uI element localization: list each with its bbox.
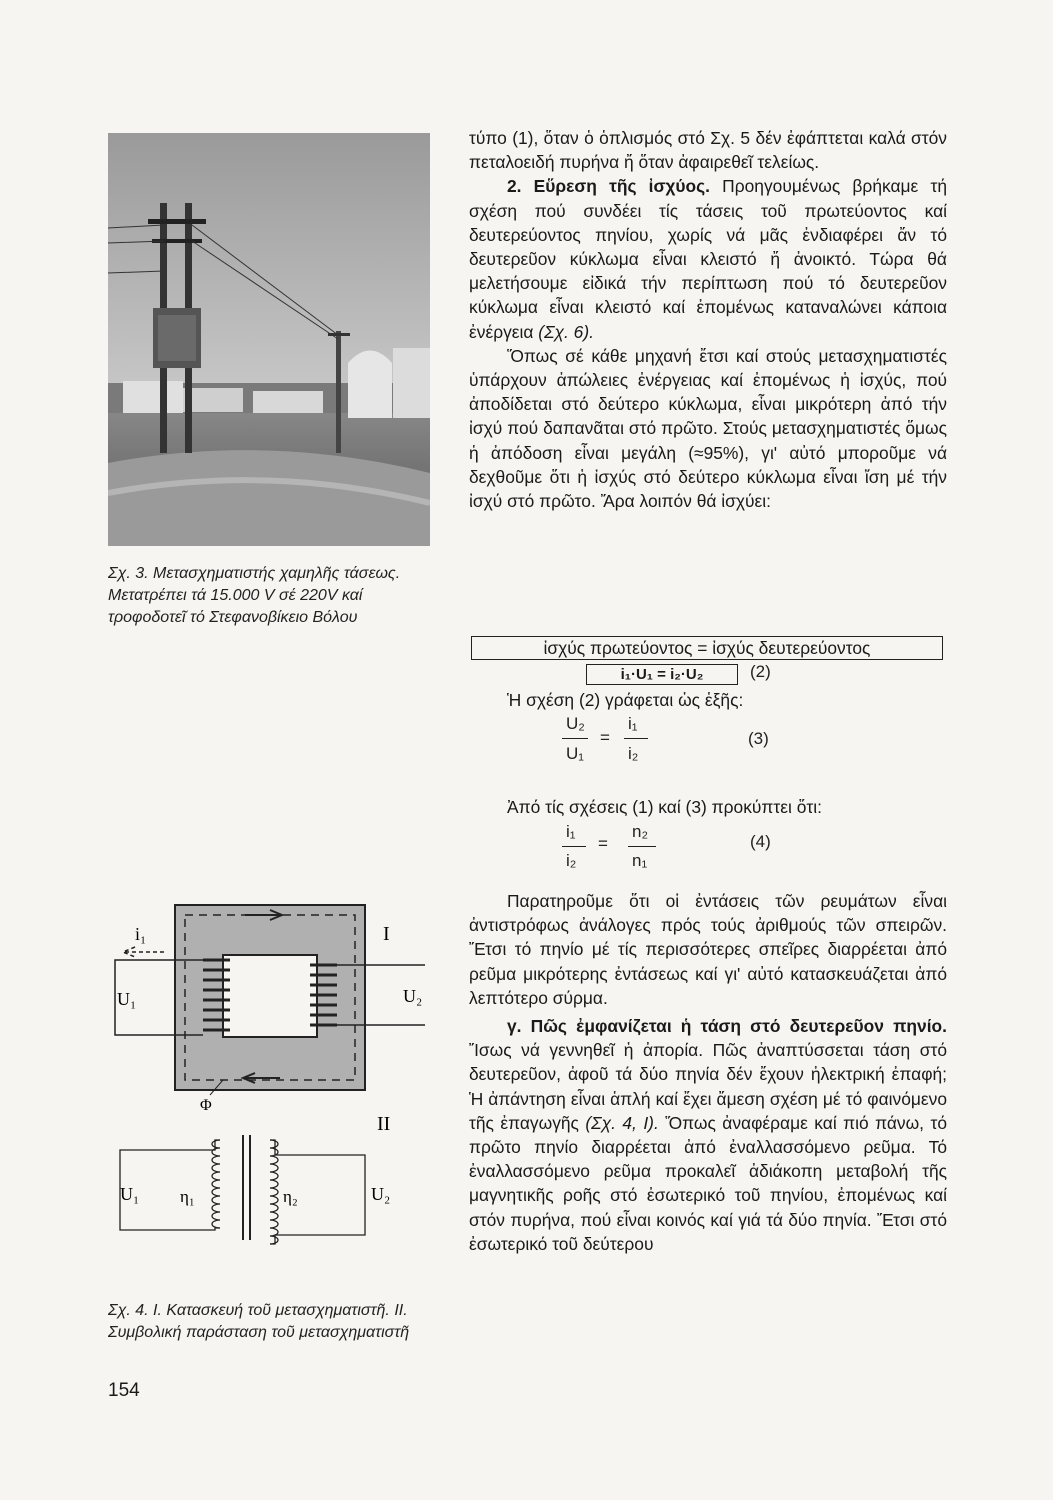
figure-3-caption: Σχ. 3. Μετασχηματιστής χαμηλῆς τάσεως. Μετατρέπει τά 15.000 V σέ 220V καί τροφοδοτεῖ τό Στεφανοβίκειο Βόλου — [108, 565, 401, 626]
paragraph-6: Παρατηροῦμε ὅτι οἱ ἐντάσεις τῶν ρευμάτων εἶναι ἀντιστρόφως ἀνάλογες πρός τούς ἀριθμούς τῶν σπειρῶν. Ἔτσι τό πηνίο μέ τίς περισσότερες σπεῖρες διαρρέεται ἀπό ρεῦμα μικρότερης ἐντάσεως καί γι' αὐτό κατασκευάζεται ἀπό λεπτότερο σύρμα. — [469, 891, 947, 1008]
voltage-u2-symbol: U₂ — [371, 1184, 391, 1204]
text-block-bottom — [469, 889, 947, 1256]
voltage-u1-label: U₁ — [117, 989, 137, 1009]
equation-2-number: (2) — [750, 662, 771, 681]
figure-4-caption: Σχ. 4. Ι. Κατασκευή τοῦ μετασχηματιστῆ. ΙΙ. Συμβολική παράσταση τοῦ μετασχηματιστῆ — [108, 1302, 410, 1341]
paragraph-1: τύπο (1), ὅταν ὁ ὁπλισμός στό Σχ. 5 δέν ἐφάπτεται καλά στόν πεταλοειδή πυρήνα ἤ ὅταν ἀφαιρεθεῖ τελείως. — [469, 128, 947, 173]
paragraph-2: 2. Εὕρεση τῆς ἰσχύος. Προηγουμένως βρήκαμε τή σχέση πού συνδέει τίς τάσεις τοῦ πρωτεύοντος καί δευτερεύοντος πηνίου, χωρίς νά μᾶς ἐνδιαφέρει ἄν τό δευτερεῦον κύκλωμα εἶναι κλειστό ἤ ἀνοικτό. Τώρα θά μελετήσουμε εἰδικά τήν περίπτωση πού τό δευτερεῦον κύκλωμα εἶναι κλειστό καί ἐπομένως καταναλώνει κάποια ἐνέργεια (Σχ. 6). — [469, 176, 947, 342]
power-equality-box: ἰσχύς πρωτεύοντος = ἰσχύς δευτερεύοντος — [471, 636, 943, 660]
flux-phi-label: Φ — [200, 1097, 212, 1114]
text-block-top — [469, 126, 947, 513]
section-heading-secondary-voltage: γ. Πῶς ἐμφανίζεται ἡ τάση στό δευτερεῦον πηνίο. — [507, 1016, 947, 1037]
transformer-photo — [108, 133, 430, 546]
part-ii-label: II — [377, 1113, 391, 1135]
part-i-label: I — [383, 923, 390, 945]
section-heading-power: 2. Εὕρεση τῆς ἰσχύος. — [507, 176, 711, 197]
turns-n1-label: η₁ — [180, 1187, 195, 1206]
current-i1-label: i₁ — [135, 924, 147, 944]
transformer-diagram — [105, 900, 425, 1305]
paragraph-5: Ἀπό τίς σχέσεις (1) καί (3) προκύπτει ὅτι: — [507, 797, 822, 817]
paragraph-3: Ὅπως σέ κάθε μηχανή ἔτσι καί στούς μετασχηματιστές ὑπάρχουν ἀπώλειες ἐνέργειας καί ἐπομένως ἡ ἰσχύς, πού ἀποδίδεται στό δεύτερο κύκλωμα, εἶναι μικρότερη ἀπό τήν ἰσχύ πού δαπανᾶται στό πρῶτο. Στούς μετασχηματιστές ὅμως ἡ ἀπόδοση εἶναι μεγάλη (≈95%), γι' αὐτό μποροῦμε νά δεχθοῦμε ὅτι ἡ ἰσχύς στό δεύτερο κύκλωμα εἶναι ἴση μέ τήν ἰσχύ στό πρῶτο. Ἄρα λοιπόν θά ἰσχύει: — [469, 345, 947, 512]
paragraph-7: γ. Πῶς ἐμφανίζεται ἡ τάση στό δευτερεῦον πηνίο. Ἴσως νά γεννηθεῖ ἡ ἀπορία. Πῶς ἀναπτύσσεται τάση στό δευτερεῦον, ἀφοῦ τά δύο πηνία δέν ἔχουν ἠλεκτρική ἐπαφή; Ἡ ἀπάντηση εἶναι ἁπλή καί ἔχει ἄμεση σχέση μέ τό φαινόμενο τῆς ἐπαγωγῆς (Σχ. 4, Ι). Ὅπως ἀναφέραμε καί πιό πάνω, τό πρῶτο πηνίο διαρρέεται ἀπό ἐναλλασσόμενο ρεῦμα. Τό ἐναλλασσόμενο ρεῦμα προκαλεῖ ἀδιάκοπη μεταβολή τῆς μαγνητικῆς ροῆς στό ἐσωτερικό τοῦ πηνίου, ἐπομένως καί στόν πυρήνα, πού εἶναι κοινός καί γιά τά δύο πηνία. Ἔτσι στό ἐσωτερικό τοῦ δεύτερου — [469, 1016, 947, 1254]
voltage-u1-symbol: U₁ — [120, 1184, 140, 1204]
equation-2-box: i₁·U₁ = i₂·U₂ — [586, 664, 738, 685]
voltage-u2-label: U₂ — [403, 986, 423, 1006]
page-number: 154 — [108, 1380, 140, 1401]
paragraph-4: Ἡ σχέση (2) γράφεται ὡς ἑξῆς: — [507, 690, 744, 710]
turns-n2-label: η₂ — [283, 1187, 298, 1206]
